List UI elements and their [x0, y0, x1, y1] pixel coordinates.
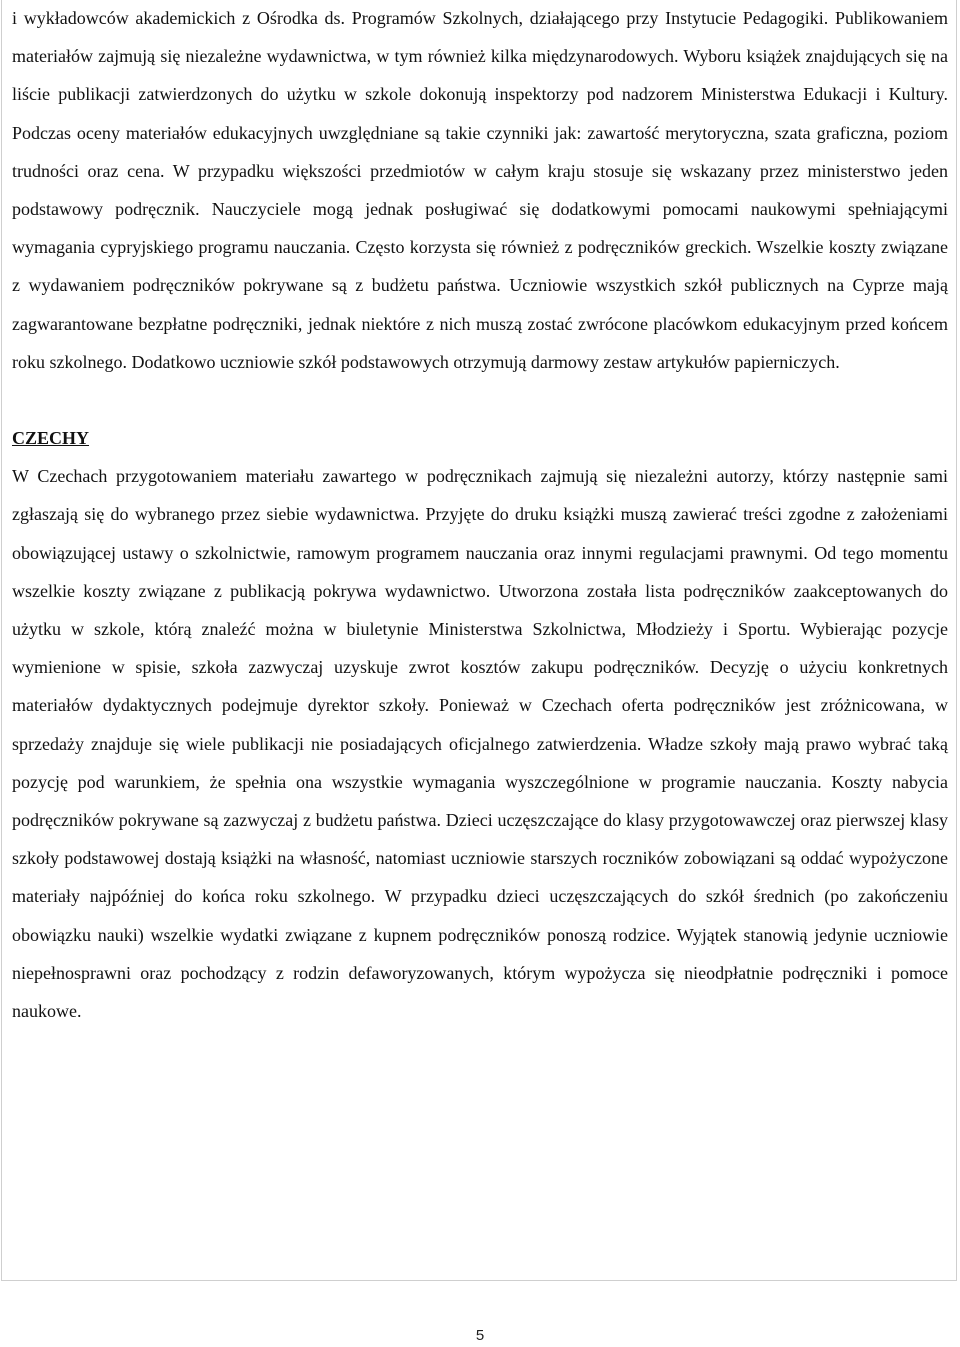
document-body [12, 0, 948, 1030]
paragraph-cyprus-continued: i wykładowców akademickich z Ośrodka ds. Programów Szkolnych, działającego przy Instytucie Pedagogiki. Publikowaniem materiałów zajmują się niezależne wydawnictwa, w tym również kilka międzynarodowych. Wyboru książek znajdujących się na liście publikacji zatwierdzonych do użytku w szkole dokonują inspektorzy pod nadzorem Ministerstwa Edukacji i Kultury. Podczas oceny materiałów edukacyjnych uwzględniane są takie czynniki jak: zawartość merytoryczna, szata graficzna, poziom trudności oraz cena. W przypadku większości przedmiotów w całym kraju stosuje się wskazany przez ministerstwo jeden podstawowy podręcznik. Nauczyciele mogą jednak posługiwać się dodatkowymi pomocami naukowymi spełniającymi wymagania cypryjskiego programu nauczania. Często korzysta się również z podręczników greckich. Wszelkie koszty związane z wydawaniem podręczników pokrywane są z budżetu państwa. Uczniowie wszystkich szkół publicznych na Cyprze mają zagwarantowane bezpłatne podręczniki, jednak niektóre z nich muszą zostać zwrócone placówkom edukacyjnym przed końcem roku szkolnego. Dodatkowo uczniowie szkół podstawowych otrzymują darmowy zestaw artykułów papierniczych. [12, 8, 948, 372]
section-heading-czechy: CZECHY [12, 428, 90, 449]
page-number: 5 [475, 1327, 485, 1344]
paragraph-czechy: W Czechach przygotowaniem materiału zawartego w podręcznikach zajmują się niezależni autorzy, którzy następnie sami zgłaszają się do wybranego przez siebie wydawnictwa. Przyjęte do druku książki muszą zawierać treści zgodne z założeniami obowiązującej ustawy o szkolnictwie, ramowym programem nauczania oraz innymi regulacjami prawnymi. Od tego momentu wszelkie koszty związane z publikacją pokrywa wydawnictwo. Utworzona została lista podręczników zaakceptowanych do użytku w szkole, którą znaleźć można w biuletynie Ministerstwa Szkolnictwa, Młodzieży i Sportu. Wybierając pozycje wymienione w spisie, szkoła zazwyczaj uzyskuje zwrot kosztów zakupu podręczników. Decyzję o użyciu konkretnych materiałów dydaktycznych podejmuje dyrektor szkoły. Ponieważ w Czechach oferta podręczników jest zróżnicowana, w sprzedaży znajduje się wiele publikacji nie posiadających oficjalnego zatwierdzenia. Władze szkoły mają prawo wybrać taką pozycję pod warunkiem, że spełnia ona wszystkie wymagania wyszczególnione w programie nauczania. Koszty nabycia podręczników pokrywane są zazwyczaj z budżetu państwa. Dzieci uczęszczające do klasy przygotowawczej oraz pierwszej klasy szkoły podstawowej dostają książki na własność, natomiast uczniowie starszych roczników zobowiązani są oddać wypożyczone materiały najpóźniej do końca roku szkolnego. W przypadku dzieci uczęszczających do szkół średnich (po zakończeniu obowiązku nauki) wszelkie wydatki związane z kupnem podręczników ponoszą rodzice. Wyjątek stanowią jedynie uczniowie niepełnosprawni oraz pochodzący z rodzin defaworyzowanych, którym wypożycza się nieodpłatnie podręczniki i pomoce naukowe. [12, 466, 948, 1022]
